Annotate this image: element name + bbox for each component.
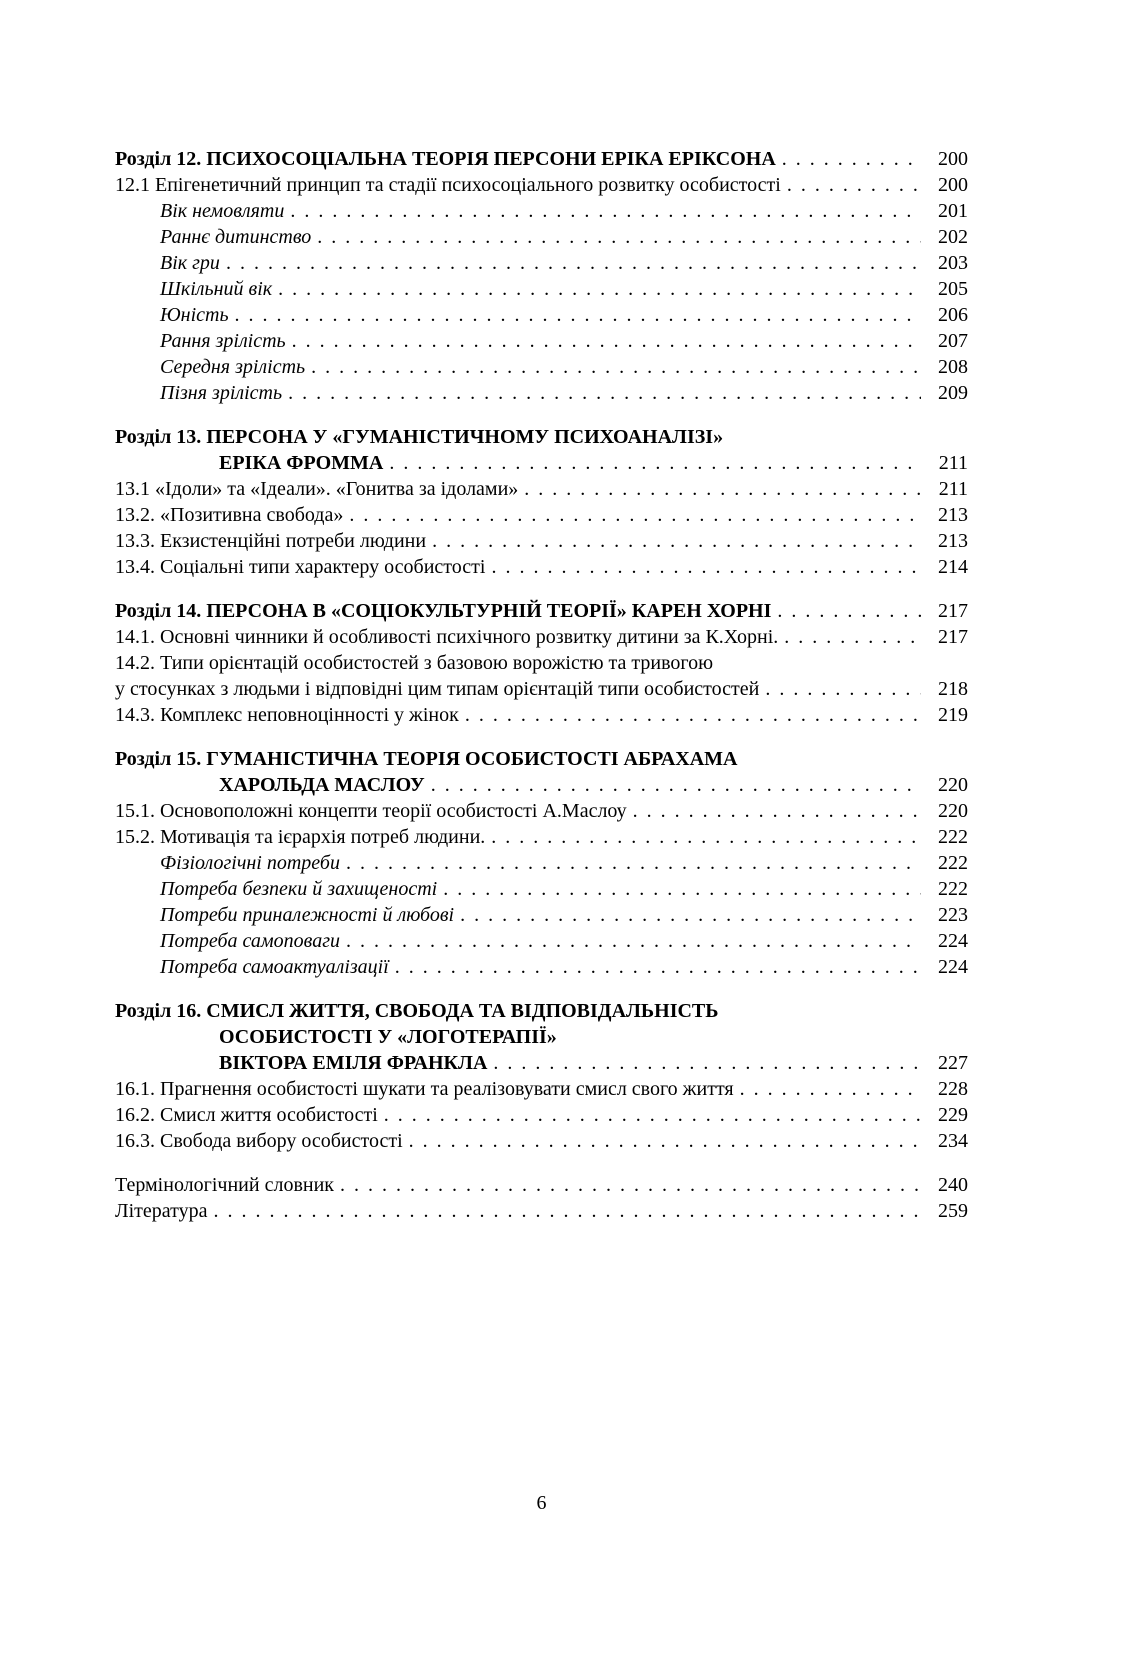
toc-entry-line: [115, 328, 968, 354]
dot-leader: [288, 380, 921, 406]
toc-entry-page: 219: [938, 704, 968, 726]
toc-entry-plain: [115, 1198, 968, 1224]
toc-entry-subsection: [115, 928, 968, 954]
dot-leader: [633, 798, 921, 824]
toc-entry-page: 223: [938, 904, 968, 926]
dot-leader: [235, 302, 921, 328]
toc-entry-line: [115, 798, 968, 824]
toc-entry-line: [115, 302, 968, 328]
toc-entry-page: 211: [938, 478, 968, 500]
toc-entry-subsection: [115, 328, 968, 354]
toc-entry-line: [115, 198, 968, 224]
dot-leader: [432, 528, 921, 554]
toc-entry-title: Рання зрілість: [160, 330, 286, 352]
toc-entry-page: 220: [938, 800, 968, 822]
toc-entry-line: [115, 902, 968, 928]
toc-entry-line: [115, 276, 968, 302]
toc-entry-section: [115, 172, 968, 198]
dot-leader: [389, 450, 921, 476]
dot-leader: [409, 1128, 921, 1154]
toc-entry-title: Середня зрілість: [160, 356, 306, 378]
toc-entry-title: 12.1 Епігенетичний принцип та стадії психосоціального розвитку особистості: [115, 174, 781, 196]
toc-entry-line: [115, 146, 968, 172]
toc-entry-page: 217: [938, 600, 968, 622]
toc-entry-title: Література: [115, 1200, 208, 1222]
toc-entry-line: [115, 450, 968, 476]
toc-entry-line: [115, 172, 968, 198]
toc-entry-page: 217: [938, 626, 968, 648]
toc-entry-chapter: [115, 146, 968, 172]
toc-entry-page: 200: [938, 148, 968, 170]
toc-entry-page: 202: [938, 226, 968, 248]
toc-entry-title: ЕРІКА ФРОММА: [219, 452, 384, 474]
dot-leader: [784, 624, 921, 650]
toc-entry-page: 205: [938, 278, 968, 300]
toc-entry-subsection: [115, 380, 968, 406]
toc-entry-line: [115, 502, 968, 528]
toc-entry-line: [115, 772, 968, 798]
dot-leader: [340, 1172, 921, 1198]
toc-entry-title: 15.2. Мотивація та ієрархія потреб людини.: [115, 826, 486, 848]
dot-leader: [491, 824, 921, 850]
dot-leader: [782, 146, 921, 172]
toc-entry-title: ХАРОЛЬДА МАСЛОУ: [219, 774, 425, 796]
toc-entry-section: [115, 702, 968, 728]
toc-entry-section: [115, 1076, 968, 1102]
toc-entry-line: [115, 476, 968, 502]
toc-entry-line: [115, 998, 968, 1024]
toc-entry-line: [115, 1050, 968, 1076]
toc-entry-title: Фізіологічні потреби: [160, 852, 340, 874]
toc-entry-page: 207: [938, 330, 968, 352]
toc-entry-title: Юність: [160, 304, 229, 326]
dot-leader: [278, 276, 921, 302]
toc-entry-subsection: [115, 250, 968, 276]
toc-entry-subsection: [115, 354, 968, 380]
toc-entry-title: Розділ 16. СМИСЛ ЖИТТЯ, СВОБОДА ТА ВІДПОВІДАЛЬНІСТЬ: [115, 1000, 719, 1022]
toc-entry-line: [115, 1172, 968, 1198]
toc-entry-section: [115, 502, 968, 528]
dot-leader: [765, 676, 921, 702]
dot-leader: [290, 198, 921, 224]
toc-entry-page: 206: [938, 304, 968, 326]
toc-entry-line: [115, 702, 968, 728]
toc-entry-line: [115, 424, 968, 450]
toc-entry-section: [115, 554, 968, 580]
dot-leader: [777, 598, 921, 624]
toc-entry-title: 13.2. «Позитивна свобода»: [115, 504, 344, 526]
toc-entry-page: 213: [938, 504, 968, 526]
toc-entry-chapter: [115, 998, 968, 1076]
toc-entry-page: 203: [938, 252, 968, 274]
dot-leader: [740, 1076, 921, 1102]
toc-entry-page: 201: [938, 200, 968, 222]
toc-entry-line: [115, 354, 968, 380]
toc-entry-section: [115, 528, 968, 554]
toc-entry-page: 209: [938, 382, 968, 404]
toc-entry-page: 228: [938, 1078, 968, 1100]
toc-entry-section: [115, 624, 968, 650]
toc-entry-plain: [115, 1172, 968, 1198]
toc-entry-page: 208: [938, 356, 968, 378]
toc-entry-page: 224: [938, 956, 968, 978]
dot-leader: [493, 1050, 921, 1076]
table-of-contents: [115, 146, 968, 1224]
toc-entry-section: [115, 798, 968, 824]
toc-entry-chapter: [115, 424, 968, 476]
toc-entry-title: 16.1. Прагнення особистості шукати та реалізовувати смисл свого життя: [115, 1078, 734, 1100]
toc-entry-line: [115, 824, 968, 850]
dot-leader: [346, 850, 921, 876]
toc-entry-title: Пізня зрілість: [160, 382, 283, 404]
toc-entry-line: [115, 1024, 968, 1050]
toc-entry-title: 16.2. Смисл життя особистості: [115, 1104, 378, 1126]
toc-entry-title: 15.1. Основоположні концепти теорії особистості А.Маслоу: [115, 800, 627, 822]
toc-entry-page: 218: [938, 678, 968, 700]
toc-entry-title: Термінологічний словник: [115, 1174, 335, 1196]
dot-leader: [226, 250, 921, 276]
toc-entry-title: 14.3. Комплекс неповноцінності у жінок: [115, 704, 459, 726]
toc-entry-line: [115, 250, 968, 276]
toc-entry-subsection: [115, 224, 968, 250]
toc-entry-title: Потреба безпеки й захищеності: [160, 878, 438, 900]
toc-entry-page: 222: [938, 852, 968, 874]
toc-entry-subsection: [115, 198, 968, 224]
toc-entry-line: [115, 676, 968, 702]
dot-leader: [317, 224, 921, 250]
toc-entry-page: 220: [938, 774, 968, 796]
dot-leader: [443, 876, 921, 902]
toc-entry-chapter: [115, 746, 968, 798]
toc-entry-page: 234: [938, 1130, 968, 1152]
dot-leader: [787, 172, 921, 198]
toc-entry-page: 222: [938, 878, 968, 900]
toc-entry-subsection: [115, 850, 968, 876]
toc-entry-subsection: [115, 902, 968, 928]
toc-entry-title: Шкільний вік: [160, 278, 273, 300]
toc-entry-page: 222: [938, 826, 968, 848]
toc-entry-line: [115, 380, 968, 406]
dot-leader: [384, 1102, 921, 1128]
toc-entry-section: [115, 476, 968, 502]
dot-leader: [465, 702, 921, 728]
toc-entry-title: Розділ 14. ПЕРСОНА В «СОЦІОКУЛЬТУРНІЙ ТЕОРІЇ» КАРЕН ХОРНІ: [115, 600, 772, 622]
dot-leader: [431, 772, 921, 798]
toc-entry-title: ОСОБИСТОСТІ У «ЛОГОТЕРАПІЇ»: [219, 1026, 557, 1048]
toc-entry-title: Розділ 15. ГУМАНІСТИЧНА ТЕОРІЯ ОСОБИСТОСТІ АБРАХАМА: [115, 748, 738, 770]
toc-entry-page: 214: [938, 556, 968, 578]
dot-leader: [349, 502, 921, 528]
dot-leader: [491, 554, 921, 580]
toc-entry-page: 259: [938, 1200, 968, 1222]
toc-entry-subsection: [115, 276, 968, 302]
toc-entry-line: [115, 528, 968, 554]
toc-entry-page: 224: [938, 930, 968, 952]
toc-entry-section: [115, 1102, 968, 1128]
dot-leader: [395, 954, 921, 980]
toc-entry-line: [115, 224, 968, 250]
toc-entry-title: Раннє дитинство: [160, 226, 312, 248]
toc-entry-title: 13.4. Соціальні типи характеру особистості: [115, 556, 486, 578]
dot-leader: [213, 1198, 921, 1224]
toc-entry-title: Розділ 12. ПСИХОСОЦІАЛЬНА ТЕОРІЯ ПЕРСОНИ ЕРІКА ЕРІКСОНА: [115, 148, 776, 170]
toc-entry-title: Вік немовляти: [160, 200, 285, 222]
toc-entry-page: 211: [938, 452, 968, 474]
toc-entry-line: [115, 1198, 968, 1224]
toc-entry-title: 13.3. Екзистенційні потреби людини: [115, 530, 427, 552]
page-number: 6: [536, 1492, 547, 1514]
toc-entry-section: [115, 1128, 968, 1154]
dot-leader: [524, 476, 921, 502]
toc-entry-line: [115, 876, 968, 902]
toc-entry-page: 229: [938, 1104, 968, 1126]
toc-entry-page: 213: [938, 530, 968, 552]
dot-leader: [460, 902, 921, 928]
toc-entry-line: [115, 650, 968, 676]
dot-leader: [292, 328, 921, 354]
toc-entry-section: [115, 650, 968, 702]
toc-entry-title: 13.1 «Ідоли» та «Ідеали». «Гонитва за ідолами»: [115, 478, 519, 500]
toc-entry-subsection: [115, 954, 968, 980]
toc-entry-line: [115, 554, 968, 580]
toc-entry-line: [115, 598, 968, 624]
toc-entry-title: Розділ 13. ПЕРСОНА У «ГУМАНІСТИЧНОМУ ПСИХОАНАЛІЗІ»: [115, 426, 724, 448]
toc-entry-subsection: [115, 302, 968, 328]
toc-entry-title: ВІКТОРА ЕМІЛЯ ФРАНКЛА: [219, 1052, 488, 1074]
toc-entry-title: Потреба самоактуалізації: [160, 956, 389, 978]
toc-entry-line: [115, 746, 968, 772]
toc-entry-title: Вік гри: [160, 252, 220, 274]
toc-entry-line: [115, 624, 968, 650]
toc-entry-title: 16.3. Свобода вибору особистості: [115, 1130, 403, 1152]
toc-entry-line: [115, 1102, 968, 1128]
dot-leader: [346, 928, 921, 954]
dot-leader: [311, 354, 921, 380]
toc-entry-chapter: [115, 598, 968, 624]
toc-entry-page: 227: [938, 1052, 968, 1074]
toc-entry-title: Потреба самоповаги: [160, 930, 341, 952]
toc-entry-line: [115, 1076, 968, 1102]
toc-entry-page: 200: [938, 174, 968, 196]
toc-entry-section: [115, 824, 968, 850]
toc-entry-line: [115, 928, 968, 954]
toc-entry-title: Потреби приналежності й любові: [160, 904, 455, 926]
toc-entry-page: 240: [938, 1174, 968, 1196]
toc-entry-title: 14.2. Типи орієнтацій особистостей з базовою ворожістю та тривогою: [115, 652, 714, 674]
toc-entry-title: у стосунках з людьми і відповідні цим типам орієнтацій типи особистостей: [115, 678, 760, 700]
toc-entry-line: [115, 850, 968, 876]
toc-entry-line: [115, 1128, 968, 1154]
toc-entry-subsection: [115, 876, 968, 902]
toc-entry-line: [115, 954, 968, 980]
toc-entry-title: 14.1. Основні чинники й особливості психічного розвитку дитини за К.Хорні.: [115, 626, 779, 648]
